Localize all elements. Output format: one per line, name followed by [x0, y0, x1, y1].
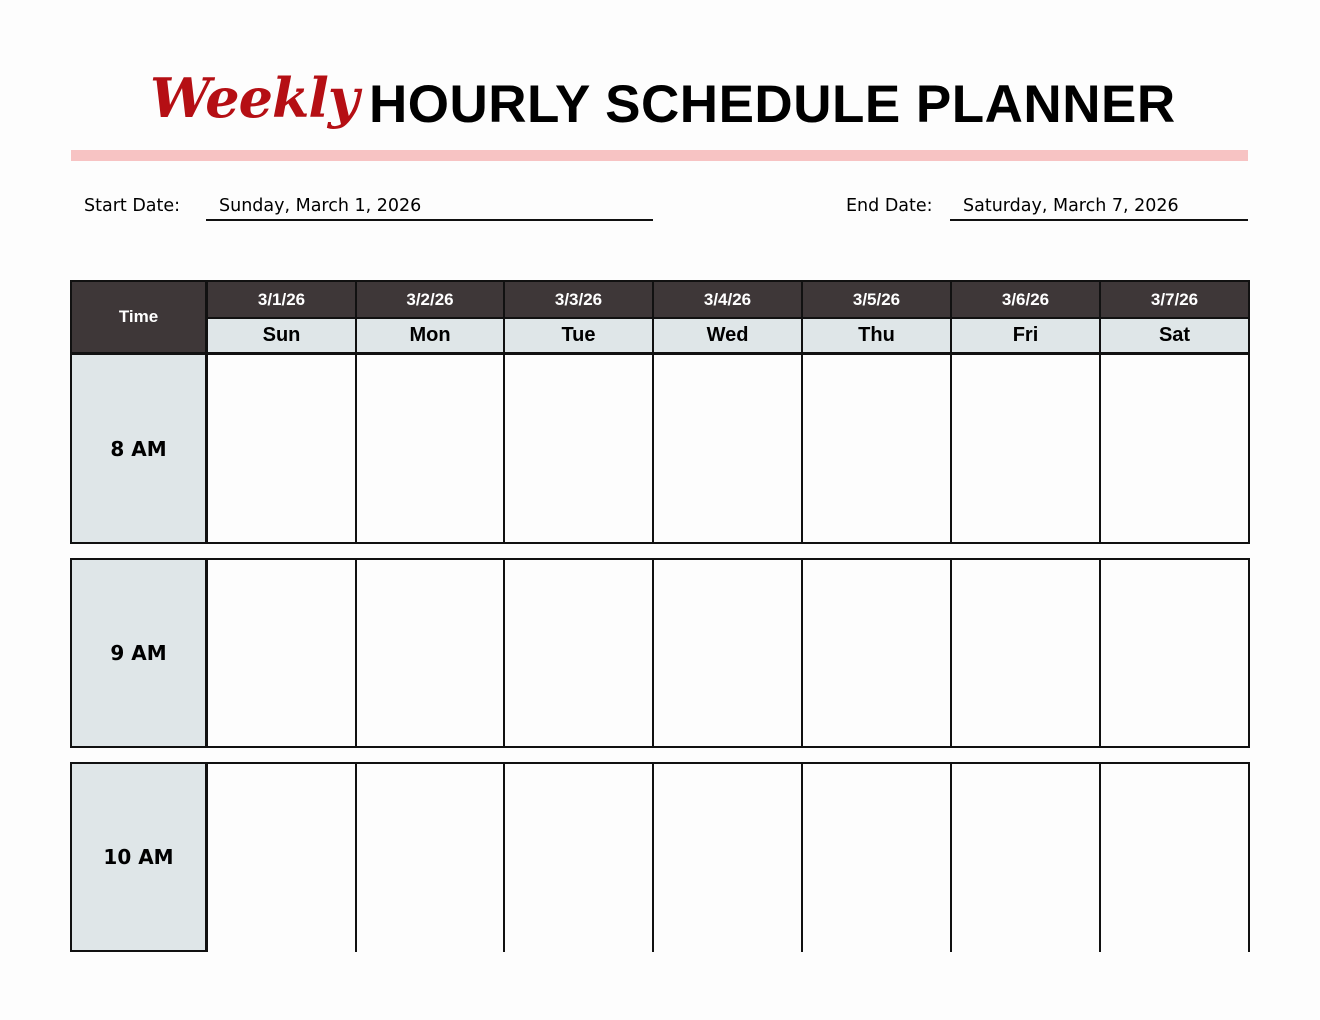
day-name-header: Tue [503, 317, 654, 354]
start-date-field[interactable]: Sunday, March 1, 2026 [219, 196, 422, 216]
schedule-cell[interactable] [206, 353, 357, 544]
schedule-cell[interactable] [355, 558, 505, 748]
day-date-header: 3/7/26 [1099, 280, 1250, 319]
end-date-label: End Date: [846, 196, 933, 216]
day-name-header: Mon [355, 317, 505, 354]
schedule-cell[interactable] [652, 762, 803, 952]
divider-bar [71, 150, 1248, 161]
start-date-label: Start Date: [84, 196, 181, 216]
schedule-cell[interactable] [206, 762, 357, 952]
end-date-field[interactable]: Saturday, March 7, 2026 [963, 196, 1179, 216]
time-slot-label: 9 AM [70, 558, 207, 748]
schedule-cell[interactable] [503, 353, 654, 544]
schedule-cell[interactable] [950, 353, 1101, 544]
schedule-cell[interactable] [801, 558, 952, 748]
day-date-header: 3/6/26 [950, 280, 1101, 319]
page-title: HOURLY SCHEDULE PLANNER [369, 75, 1176, 134]
start-date-underline [206, 219, 653, 221]
schedule-cell[interactable] [503, 762, 654, 952]
title-script: Weekly [150, 66, 359, 130]
day-name-header: Wed [652, 317, 803, 354]
time-slot-label: 10 AM [70, 762, 207, 952]
schedule-cell[interactable] [355, 762, 505, 952]
schedule-cell[interactable] [355, 353, 505, 544]
time-slot-label: 8 AM [70, 353, 207, 544]
day-date-header: 3/2/26 [355, 280, 505, 319]
time-header: Time [70, 280, 207, 354]
schedule-cell[interactable] [950, 558, 1101, 748]
day-date-header: 3/1/26 [206, 280, 357, 319]
schedule-cell[interactable] [1099, 353, 1250, 544]
day-date-header: 3/4/26 [652, 280, 803, 319]
day-date-header: 3/3/26 [503, 280, 654, 319]
day-name-header: Sat [1099, 317, 1250, 354]
schedule-cell[interactable] [206, 558, 357, 748]
day-name-header: Thu [801, 317, 952, 354]
end-date-underline [950, 219, 1248, 221]
schedule-cell[interactable] [503, 558, 654, 748]
schedule-cell[interactable] [1099, 558, 1250, 748]
schedule-cell[interactable] [1099, 762, 1250, 952]
schedule-cell[interactable] [801, 353, 952, 544]
schedule-cell[interactable] [652, 353, 803, 544]
day-name-header: Sun [206, 317, 357, 354]
day-name-header: Fri [950, 317, 1101, 354]
day-date-header: 3/5/26 [801, 280, 952, 319]
schedule-cell[interactable] [652, 558, 803, 748]
schedule-cell[interactable] [950, 762, 1101, 952]
schedule-cell[interactable] [801, 762, 952, 952]
